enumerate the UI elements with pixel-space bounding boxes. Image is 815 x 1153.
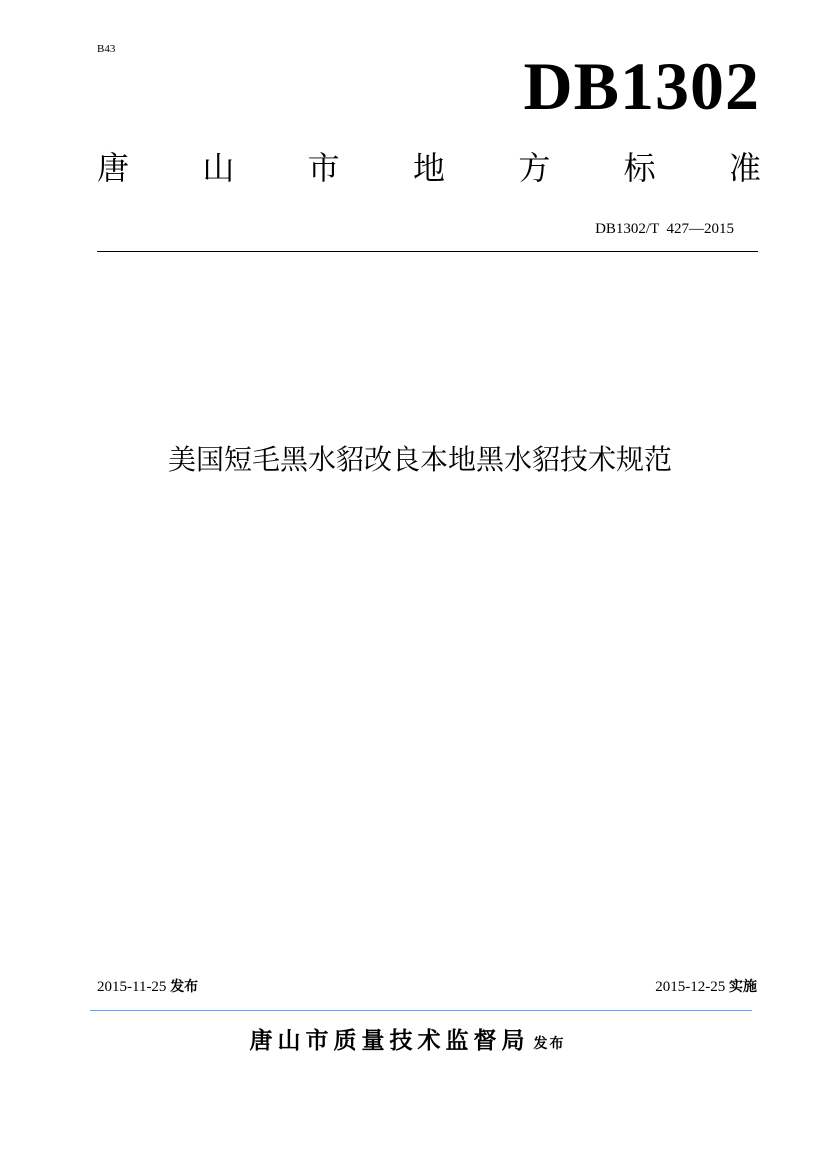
classification-code: B43 (97, 43, 116, 55)
publish-date-line (97, 976, 198, 996)
publish-date: 2015-11-25 (97, 979, 167, 995)
header-divider (97, 251, 758, 252)
footer-divider (90, 1010, 752, 1011)
standard-type-char: 山 (202, 149, 235, 187)
issuer-line (0, 1030, 815, 1053)
standard-type-char: 地 (412, 149, 445, 187)
standard-number: DB1302/T 427—2015 (595, 221, 734, 237)
issuer-action: 发布 (533, 1036, 566, 1052)
publish-label: 发布 (170, 979, 199, 995)
document-title: 美国短毛黑水貂改良本地黑水貂技术规范 (167, 443, 672, 476)
standard-type-char: 唐 (97, 149, 130, 187)
issuer-name: 唐山市质量技术监督局 (249, 1028, 530, 1054)
standard-type (97, 149, 761, 187)
standard-type-char: 标 (623, 149, 656, 187)
effective-date-line (655, 976, 757, 996)
standard-type-char: 准 (728, 149, 761, 187)
effective-label: 实施 (729, 979, 757, 995)
standard-type-char: 市 (307, 149, 340, 187)
standard-code: DB1302 (523, 48, 760, 124)
effective-date: 2015-12-25 (655, 979, 726, 995)
standard-type-char: 方 (518, 149, 551, 187)
